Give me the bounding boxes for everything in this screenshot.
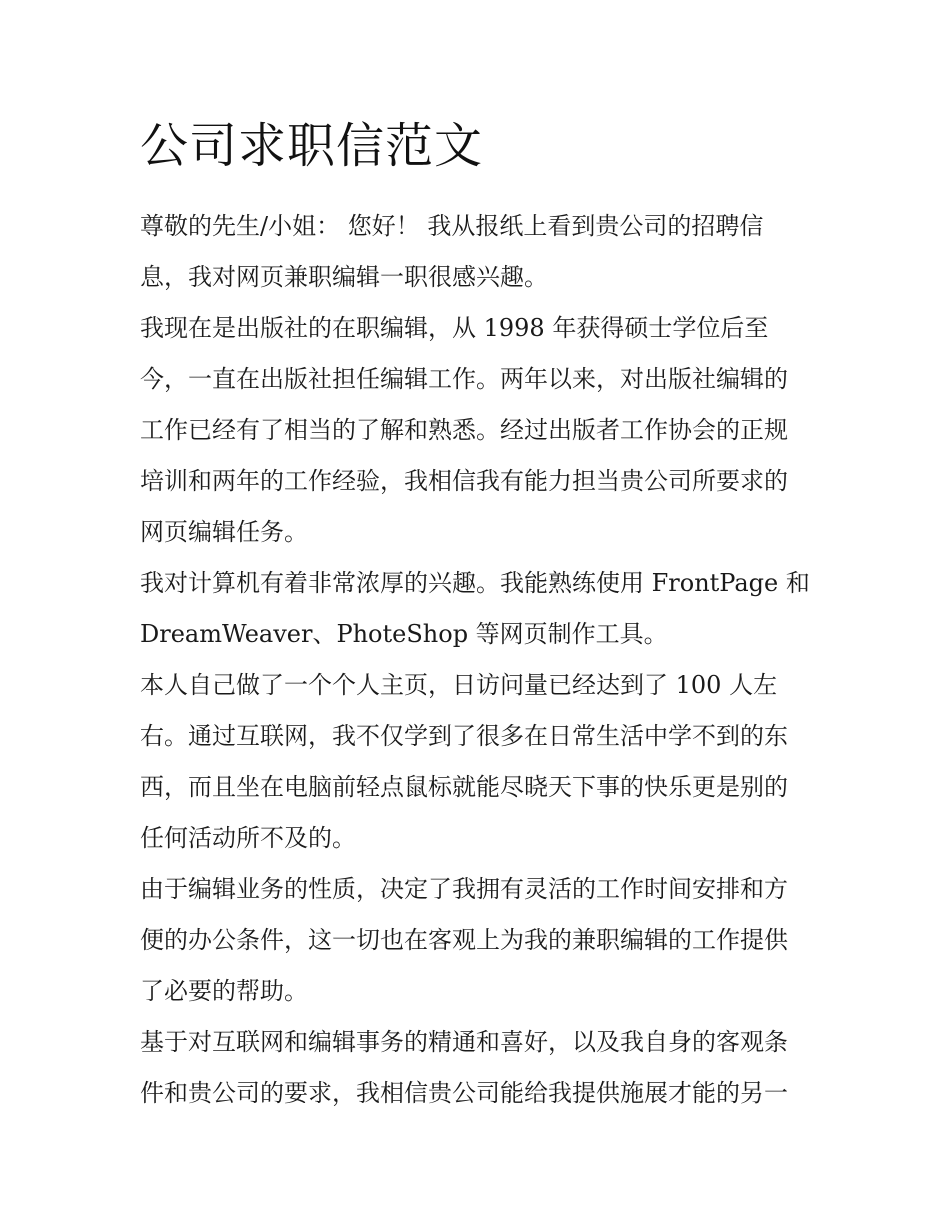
body-line: 右。通过互联网，我不仅学到了很多在日常生活中学不到的东 <box>140 722 788 750</box>
body-line: 基于对互联网和编辑事务的精通和喜好，以及我自身的客观条 <box>140 1028 788 1056</box>
body-line: 今，一直在出版社担任编辑工作。两年以来，对出版社编辑的 <box>140 365 788 393</box>
body-line: 网页编辑任务。 <box>140 518 308 546</box>
body-line: 我对计算机有着非常浓厚的兴趣。我能熟练使用 FrontPage 和 <box>140 569 810 597</box>
body-line: 尊敬的先生/小姐： 您好！ 我从报纸上看到贵公司的招聘信 <box>140 212 764 240</box>
body-line: 件和贵公司的要求，我相信贵公司能给我提供施展才能的另一 <box>140 1079 788 1107</box>
body-line: 本人自己做了一个个人主页，日访问量已经达到了 100 人左 <box>140 671 778 699</box>
body-line: 工作已经有了相当的了解和熟悉。经过出版者工作协会的正规 <box>140 416 788 444</box>
body-line: 便的办公条件，这一切也在客观上为我的兼职编辑的工作提供 <box>140 926 788 954</box>
body-line: 我现在是出版社的在职编辑，从 1998 年获得硕士学位后至 <box>140 314 769 342</box>
document-content <box>140 112 812 1119</box>
document-title: 公司求职信范文 <box>140 118 484 174</box>
body-line: 了必要的帮助。 <box>140 977 308 1005</box>
body-line: 由于编辑业务的性质，决定了我拥有灵活的工作时间安排和方 <box>140 875 788 903</box>
body-line: 息，我对网页兼职编辑一职很感兴趣。 <box>140 263 548 291</box>
body-line: 任何活动所不及的。 <box>140 824 356 852</box>
body-line: DreamWeaver、PhoteShop 等网页制作工具。 <box>140 620 668 648</box>
body-line: 培训和两年的工作经验，我相信我有能力担当贵公司所要求的 <box>140 467 788 495</box>
body-line: 西，而且坐在电脑前轻点鼠标就能尽晓天下事的快乐更是别的 <box>140 773 788 801</box>
document-body <box>140 201 812 1119</box>
